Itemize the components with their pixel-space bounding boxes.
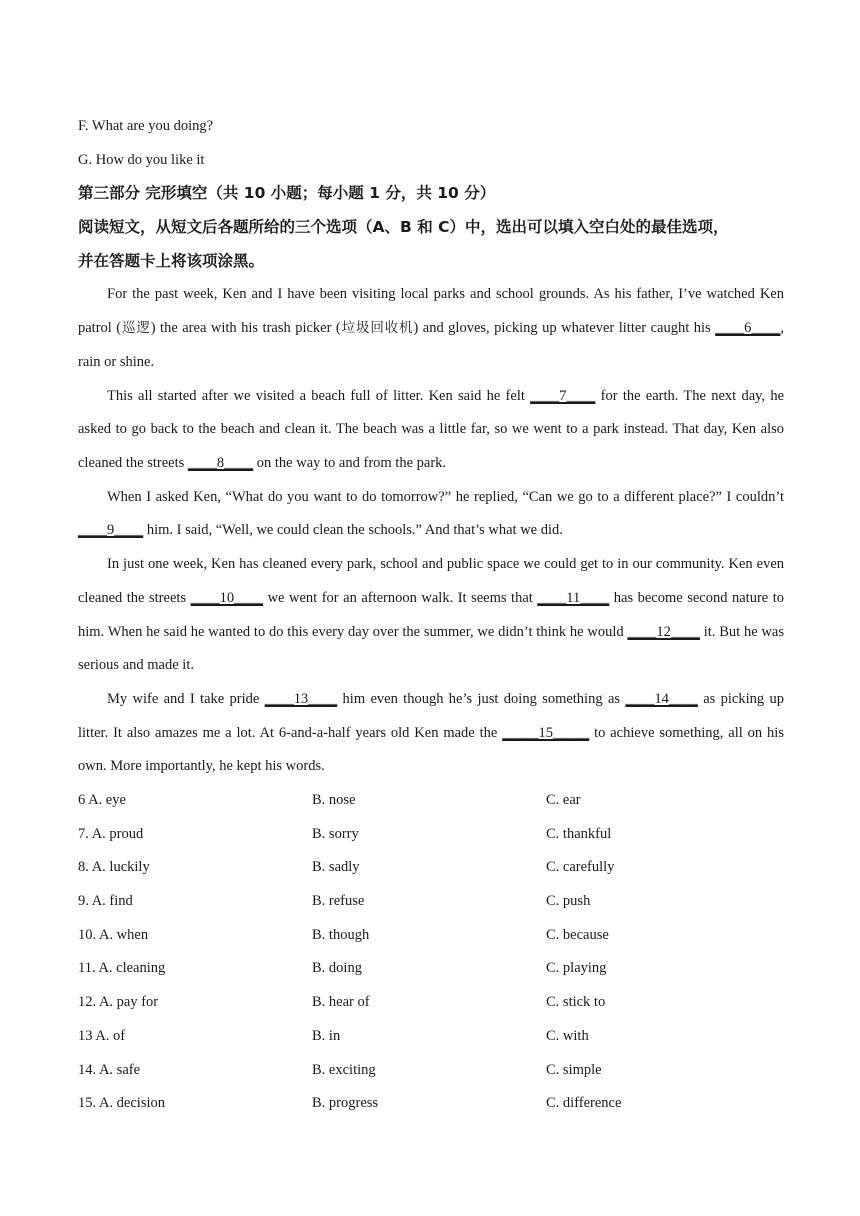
section-instruction-line-2: 并在答题卡上将该项涂黑。 [78,251,265,270]
blank-7: ____7____ [530,387,596,404]
option-row-7 [78,818,784,852]
option-a: 13 A. of [78,1027,126,1044]
option-c: C. with [546,1027,589,1044]
passage-text: ) and gloves, picking up whatever litter caught his [413,320,716,337]
option-b: B. sadly [312,859,360,876]
option-b: B. exciting [312,1061,376,1078]
answer-options [78,784,784,1121]
option-c: C. carefully [546,859,615,876]
chinese-gloss: 巡逻 [121,320,151,337]
passage-text: on the way to and from the park. [253,455,447,471]
passage-text: we went for an afternoon walk. It seems that [263,589,538,606]
blank-13: ____13____ [264,690,338,707]
option-f-line: F. What are you doing? [78,118,214,134]
option-b: B. in [312,1027,341,1044]
option-c: C. playing [546,960,607,977]
option-b: B. progress [312,1095,379,1112]
option-c: C. because [546,926,609,943]
blank-14: ____14____ [625,690,698,707]
passage-text: ) the area with his trash picker ( [150,320,341,337]
option-a: 11. A. cleaning [78,960,166,977]
option-row-11 [78,952,784,986]
option-c: C. stick to [546,994,606,1011]
passage-text: him even though he’s just doing something as [337,690,626,707]
passage-text: My wife and I take pride [107,690,265,707]
option-c: C. ear [546,792,581,809]
option-c: C. difference [546,1095,622,1112]
passage-text: When I asked Ken, “What do you want to do tomorrow?” he replied, “Can we go to a different place?” I couldn’t [107,488,784,505]
option-row-8 [78,851,784,885]
option-row-14 [78,1054,784,1088]
option-row-15 [78,1087,784,1121]
option-c: C. simple [546,1061,602,1078]
passage-text: it. But he was serious and made it. [78,623,784,674]
option-a: 14. A. safe [78,1061,141,1078]
passage-paragraph-3 [78,481,784,548]
option-b: B. nose [312,792,356,809]
option-b: B. hear of [312,994,370,1011]
option-a: 15. A. decision [78,1095,165,1112]
passage-paragraph-5 [78,683,784,784]
option-a: 9. A. find [78,893,133,910]
option-b: B. refuse [312,893,365,910]
option-row-12 [78,986,784,1020]
passage-text: to achieve something, all on his own. More importantly, he kept his words. [78,724,784,775]
passage-text: for the earth. The next day, he asked to go back to the beach and clean it. The beach was a little far, so we went to a park instead. That day, Ken also cleaned the streets [78,387,785,471]
option-row-13 [78,1020,784,1054]
passage-text: has become second nature to him. When he said he wanted to do this every day over the summer, we didn’t think he would [78,589,785,640]
blank-8: ____8____ [187,455,254,471]
blank-12: ____12____ [627,623,700,640]
passage-text: , rain or shine. [78,320,785,370]
passage-paragraph-1 [78,278,784,379]
option-row-9 [78,885,784,919]
passage-text: For the past week, Ken and I have been visiting local parks and school grounds. As his father, I’ve watched Ken patrol ( [78,286,784,337]
blank-6: ____6____ [715,320,781,337]
exam-page [78,110,784,1121]
blank-11: ____11____ [537,589,610,606]
option-a: 6 A. eye [78,792,126,809]
option-c: C. push [546,893,591,910]
option-c: C. thankful [546,825,612,842]
blank-15: _____15_____ [502,724,590,741]
option-a: 12. A. pay for [78,994,159,1011]
blank-10: ____10____ [190,589,264,606]
passage-paragraph-2 [78,380,784,481]
section-instruction-line-1: 阅读短文，从短文后各题所给的三个选项（A、B 和 C）中，选出可以填入空白处的最佳选项， [78,218,729,237]
option-a: 7. A. proud [78,825,144,842]
option-g-line: G. How do you like it [78,151,205,168]
chinese-gloss: 垃圾回收机 [340,320,414,337]
passage-text: as picking up litter. It also amazes me a lot. At 6-and-a-half years old Ken made the [78,690,784,741]
passage-text: In just one week, Ken has cleaned every park, school and public space we could get to in our community. Ken even cleaned the streets [78,556,784,606]
blank-9: ____9____ [78,522,144,539]
option-b: B. though [312,926,370,943]
passage-text: him. I said, “Well, we could clean the schools.” And that’s what we did. [143,522,563,539]
option-row-10 [78,919,784,953]
option-a: 8. A. luckily [78,859,150,876]
option-b: B. doing [312,960,362,977]
option-b: B. sorry [312,825,359,842]
option-a: 10. A. when [78,926,149,943]
passage-text: This all started after we visited a beach full of litter. Ken said he felt [107,387,531,404]
section-title: 第三部分 完形填空（共 10 小题；每小题 1 分，共 10 分） [78,184,496,203]
passage-paragraph-4 [78,548,784,683]
option-row-6 [78,784,784,818]
